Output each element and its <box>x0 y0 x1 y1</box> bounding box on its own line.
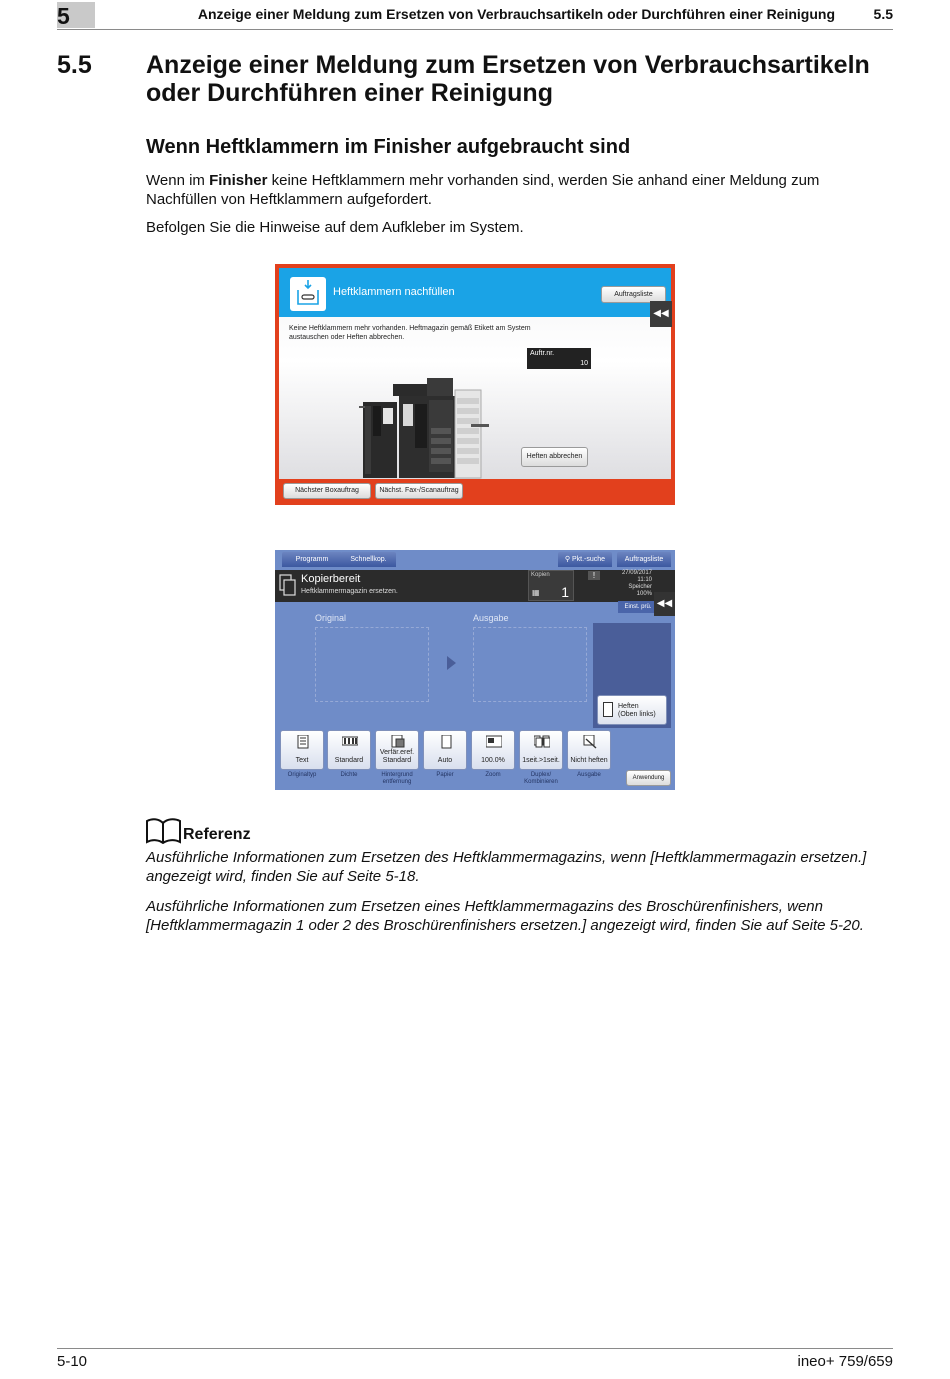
staple-refill-screen <box>275 264 675 505</box>
function-label: 1seit.>1seit. <box>522 757 560 764</box>
function-duplex-button[interactable] <box>519 730 563 770</box>
tab-job-list[interactable]: Auftragsliste <box>617 552 671 567</box>
tab-quick-copy[interactable]: Schnellkop. <box>341 552 396 567</box>
duplex-icon <box>534 735 550 749</box>
staple-page-icon <box>603 702 613 717</box>
next-box-job-button[interactable]: Nächster Boxauftrag <box>283 483 371 499</box>
keypad-icon: ▦ <box>532 588 540 597</box>
paper-icon <box>438 735 454 749</box>
reference-text-1: Ausführliche Informationen zum Ersetzen des Heftklammermagazins, wenn [Heftklammermagazin ersetzen.] angezeigt wird, finden Sie auf Seite 5-18. <box>146 849 867 885</box>
cancel-stapling-button[interactable]: Heften abbrechen <box>521 447 588 467</box>
copy-document-icon <box>279 574 297 598</box>
staple-refill-title: Heftklammern nachfüllen <box>333 286 455 298</box>
chapter-number: 5 <box>57 3 70 29</box>
date-time-memory <box>622 570 652 598</box>
function-label: Standard <box>334 757 364 764</box>
book-icon <box>145 817 182 844</box>
running-header <box>57 0 893 30</box>
paragraph-1-bold: Finisher <box>209 172 268 189</box>
section-number: 5.5 <box>57 51 92 79</box>
paragraph-1 <box>146 171 891 209</box>
tab-search-label: Pkt.-suche <box>572 556 606 563</box>
paragraph-2: Befolgen Sie die Hinweise auf dem Aufkleber im System. <box>146 219 524 236</box>
staple-refill-icon <box>290 277 326 311</box>
tab-program[interactable]: Programm <box>282 552 342 567</box>
warning-icon[interactable]: ! <box>588 571 600 580</box>
staple-button-text <box>618 703 656 719</box>
job-number-value: 10 <box>580 360 588 367</box>
function-caption: Zoom <box>485 772 501 778</box>
memory-value: 100% <box>636 591 652 597</box>
check-settings-button[interactable]: Einst. prü. <box>618 601 658 613</box>
function-caption: Papier <box>436 772 454 778</box>
header-section: 5.5 <box>873 6 893 22</box>
page-footer <box>57 1348 893 1370</box>
output-label: Ausgabe <box>473 613 509 623</box>
copy-ready-title: Kopierbereit <box>301 573 361 585</box>
double-left-arrow-icon[interactable]: ◀◀ <box>654 592 675 616</box>
printer-illustration <box>359 378 489 482</box>
density-bars-icon <box>342 735 358 749</box>
staple-refill-panel <box>279 268 671 501</box>
function-background-removal-button[interactable] <box>375 730 419 770</box>
function-zoom-button[interactable] <box>471 730 515 770</box>
double-left-arrow-icon[interactable]: ◀◀ <box>650 301 672 327</box>
apply-button[interactable]: Anwendung <box>626 770 671 786</box>
page-number: 5-10 <box>57 1353 88 1370</box>
time: 11:10 <box>637 577 652 583</box>
function-caption: Dichte <box>340 772 358 778</box>
arrow-right-icon <box>447 656 456 670</box>
product-name: ineo+ 759/659 <box>797 1353 893 1370</box>
original-label: Original <box>315 613 347 623</box>
staple-top-left-button[interactable] <box>597 695 667 725</box>
reference-text-2: Ausführliche Informationen zum Ersetzen eines Heftklammermagazins des Broschürenfinishers, wenn [Heftklammermagazin 1 oder 2 des Broschürenfinishers ersetzen.] angezeigt wird, finden Sie auf Seite 5-20. <box>146 898 864 934</box>
job-number-label: Auftr.nr. <box>530 350 555 357</box>
staple-button-line2: (Oben links) <box>618 711 656 718</box>
copies-display[interactable] <box>528 570 574 601</box>
copy-status-bar <box>275 570 675 602</box>
function-paper-button[interactable] <box>423 730 467 770</box>
function-caption: Hintergrund entfernung <box>381 772 413 785</box>
job-list-button[interactable]: Auftragsliste <box>601 286 666 303</box>
copies-label: Kopien <box>531 572 550 578</box>
original-preview-frame <box>315 627 429 702</box>
next-fax-scan-job-button[interactable]: Nächst. Fax-/Scanauftrag <box>375 483 463 499</box>
function-caption: Ausgabe <box>577 772 601 778</box>
job-number-display <box>527 348 591 369</box>
function-label: Nicht heften <box>570 757 608 764</box>
function-label: Verfär.eref. Standard <box>379 749 415 764</box>
staple-refill-message: Keine Heftklammern mehr vorhanden. Heftmagazin gemäß Etikett am System austauschen oder Heften abbrechen. <box>289 325 531 341</box>
function-caption: Duplex/ Kombinieren <box>524 772 558 785</box>
date: 27/09/2017 <box>621 570 652 576</box>
output-staple-icon <box>582 735 598 749</box>
function-density-button[interactable] <box>327 730 371 770</box>
output-preview-frame <box>473 627 587 702</box>
search-icon: ⚲ <box>564 556 572 563</box>
paragraph-1-start: Wenn im <box>146 172 210 189</box>
reference-title: Referenz <box>183 826 251 843</box>
function-label: 100.0% <box>481 757 505 764</box>
function-output-button[interactable] <box>567 730 611 770</box>
header-title: Anzeige einer Meldung zum Ersetzen von Verbrauchsartikeln oder Durchführen einer Reinigung <box>197 6 835 22</box>
staple-refill-header <box>279 268 671 317</box>
tab-search[interactable] <box>558 552 612 567</box>
staple-button-line1: Heften <box>618 703 639 710</box>
function-original-type-button[interactable] <box>280 730 324 770</box>
text-document-icon <box>295 735 311 749</box>
copy-top-tabs <box>275 550 675 570</box>
function-label: Text <box>295 757 309 764</box>
memory-label: Speicher <box>628 584 652 590</box>
background-removal-icon <box>390 735 406 749</box>
function-label: Auto <box>437 757 453 764</box>
copy-ready-screen <box>275 550 675 790</box>
copy-ready-subtitle: Heftklammermagazin ersetzen. <box>301 588 398 595</box>
section-title: Anzeige einer Meldung zum Ersetzen von Verbrauchsartikeln oder Durchführen einer Reinigung <box>146 51 870 107</box>
zoom-icon <box>486 735 502 749</box>
paragraph-1-end: keine Heftklammern mehr vorhanden sind, werden Sie anhand einer Meldung zum Nachfüllen von Heftklammern aufgefordert. <box>146 172 820 208</box>
copies-value: 1 <box>561 584 569 600</box>
subheading: Wenn Heftklammern im Finisher aufgebraucht sind <box>146 136 631 158</box>
function-caption: Originaltyp <box>287 772 317 778</box>
